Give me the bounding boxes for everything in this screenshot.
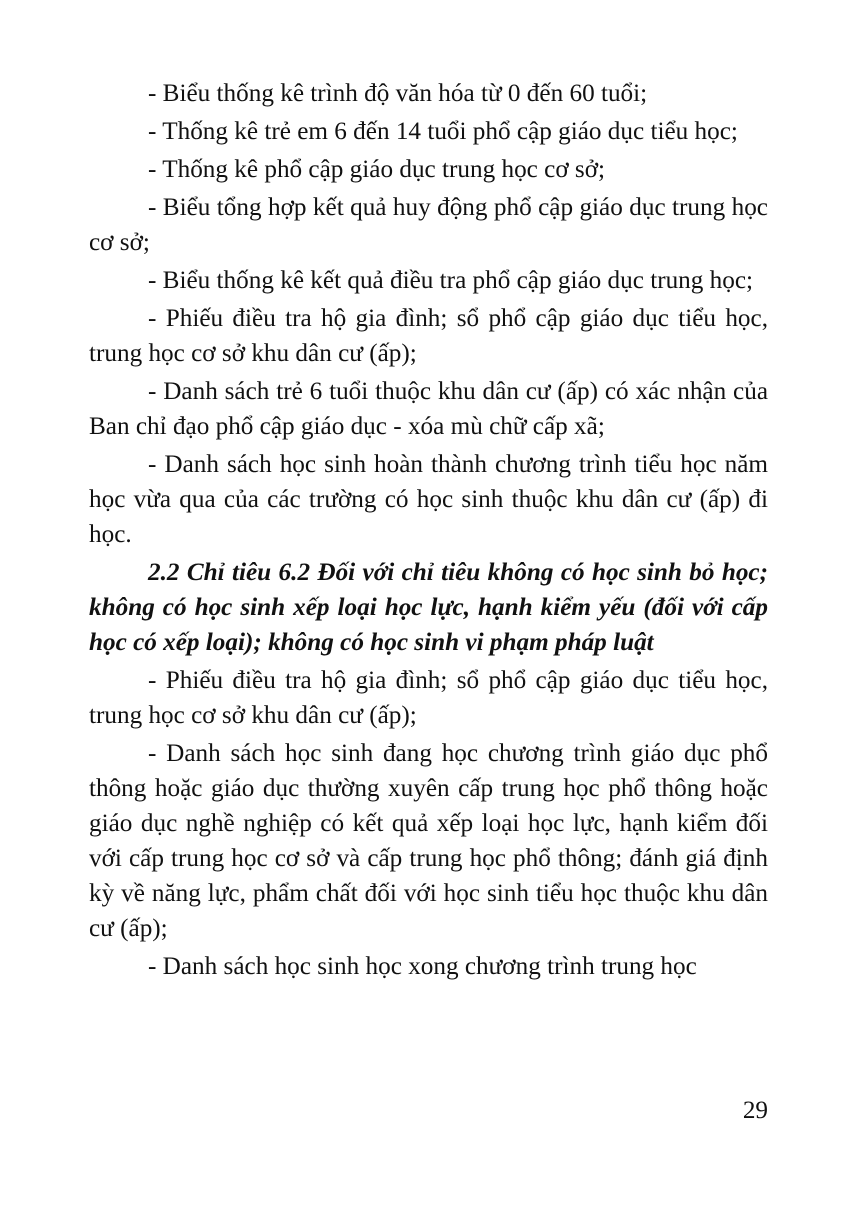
list-item: - Phiếu điều tra hộ gia đình; sổ phổ cập giáo dục tiểu học, trung học cơ sở khu dân cư (ấp); [89, 667, 768, 729]
list-item: - Danh sách học sinh học xong chương trình trung học [148, 953, 697, 980]
list-item: - Biểu tổng hợp kết quả huy động phổ cập giáo dục trung học cơ sở; [89, 194, 768, 256]
list-item: - Phiếu điều tra hộ gia đình; sổ phổ cập giáo dục tiểu học, trung học cơ sở khu dân cư (ấp); [89, 305, 768, 367]
section-heading: 2.2 Chỉ tiêu 6.2 Đối với chỉ tiêu không có học sinh bỏ học; không có học sinh xếp loại học lực, hạnh kiểm yếu (đối với cấp học có xếp loại); không có học sinh vi phạm pháp luật [89, 559, 768, 656]
list-item: - Danh sách học sinh hoàn thành chương trình tiểu học năm học vừa qua của các trường có học sinh thuộc khu dân cư (ấp) đi học. [89, 451, 768, 548]
list-item: - Danh sách học sinh đang học chương trình giáo dục phổ thông hoặc giáo dục thường xuyên cấp trung học phổ thông hoặc giáo dục nghề nghiệp có kết quả xếp loại học lực, hạnh kiểm đối với cấp trung học cơ sở và cấp trung học phổ thông; đánh giá định kỳ về năng lực, phẩm chất đối với học sinh tiểu học thuộc khu dân cư (ấp); [89, 740, 768, 942]
list-item: - Biểu thống kê trình độ văn hóa từ 0 đến 60 tuổi; [148, 80, 648, 107]
page-number: 29 [742, 1097, 768, 1124]
list-item: - Thống kê phổ cập giáo dục trung học cơ sở; [148, 156, 606, 183]
list-item: - Danh sách trẻ 6 tuổi thuộc khu dân cư (ấp) có xác nhận của Ban chỉ đạo phổ cập giáo dục - xóa mù chữ cấp xã; [89, 378, 768, 440]
list-item: - Thống kê trẻ em 6 đến 14 tuổi phổ cập giáo dục tiểu học; [148, 118, 738, 145]
list-item: - Biểu thống kê kết quả điều tra phổ cập giáo dục trung học; [148, 267, 754, 294]
document-page [89, 76, 768, 987]
